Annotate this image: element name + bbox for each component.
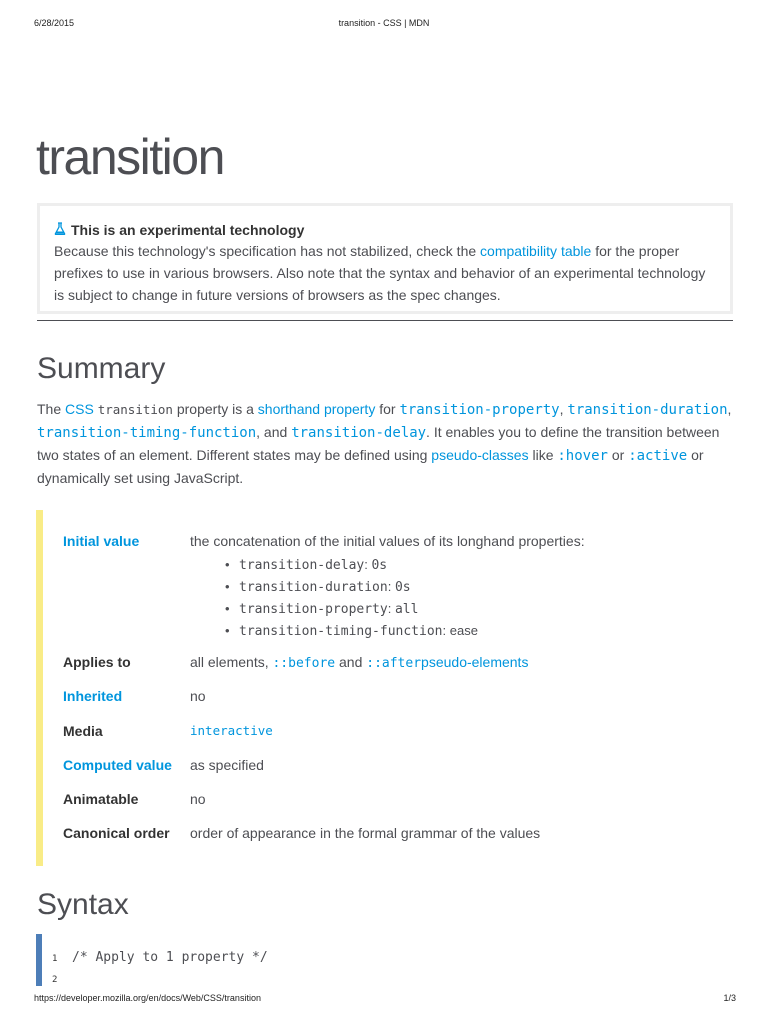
compatibility-table-link[interactable]: compatibility table — [480, 243, 592, 259]
list-item: • transition-delay: 0s — [225, 554, 478, 576]
syntax-heading: Syntax — [37, 888, 129, 921]
list-item: • transition-duration: 0s — [225, 576, 478, 598]
computed-value-label[interactable]: Computed value — [63, 757, 172, 773]
initial-value-label[interactable]: Initial value — [63, 533, 140, 549]
before-link[interactable]: ::before — [272, 656, 336, 671]
computed-value-value: as specified — [190, 757, 264, 773]
active-link[interactable]: :active — [628, 448, 688, 464]
print-page-number: 1/3 — [723, 993, 736, 1003]
initial-value-text: the concatenation of the initial values of its longhand properties: — [190, 533, 585, 549]
css-link[interactable]: CSS — [65, 401, 94, 417]
summary-text: The CSS transition property is a shorthand property for transition-property, transition-duration, transition-timing-function, and transition-delay. It enables you to define the transition between two states of an element. Different states may be defined using pseudo-classes like :hover or :active or dynamically set using JavaScript. — [37, 401, 732, 486]
after-link[interactable]: ::after — [366, 656, 422, 671]
divider — [37, 320, 733, 321]
summary-heading: Summary — [37, 352, 166, 385]
hover-link[interactable]: :hover — [557, 448, 608, 464]
experimental-notice — [37, 203, 733, 314]
canonical-order-label: Canonical order — [63, 825, 170, 841]
flask-icon — [54, 219, 66, 241]
transition-timing-function-link[interactable]: transition-timing-function — [37, 425, 257, 441]
print-url: https://developer.mozilla.org/en/docs/Web/CSS/transition — [34, 993, 261, 1003]
applies-to-label: Applies to — [63, 654, 131, 670]
pseudo-elements-link[interactable]: pseudo-elements — [421, 654, 529, 670]
initial-values-list — [225, 554, 478, 642]
media-label: Media — [63, 723, 103, 739]
print-title: transition - CSS | MDN — [338, 18, 430, 28]
inherited-label[interactable]: Inherited — [63, 688, 123, 704]
notice-body: Because this technology's specification has not stabilized, check the compatibility table for the proper prefixes to use in various browsers. Also note that the syntax and behavior of an experimental technology is subject to change in future versions of browsers as the spec changes. — [54, 243, 706, 303]
transition-duration-link[interactable]: transition-duration — [567, 402, 728, 418]
list-item: • transition-property: all — [225, 598, 478, 620]
shorthand-property-link[interactable]: shorthand property — [257, 401, 376, 417]
transition-delay-link[interactable]: transition-delay — [291, 425, 427, 441]
animatable-value: no — [190, 791, 206, 807]
print-header — [0, 18, 768, 32]
code-transition: transition — [97, 402, 173, 417]
transition-property-link[interactable]: transition-property — [399, 402, 560, 418]
print-date: 6/28/2015 — [34, 18, 75, 28]
code-line-1: 1 /* Apply to 1 property */ — [52, 950, 268, 965]
canonical-order-value: order of appearance in the formal grammar of the values — [190, 825, 541, 841]
animatable-label: Animatable — [63, 791, 139, 807]
media-value-link[interactable]: interactive — [190, 723, 273, 738]
code-line-2: 2 — [52, 975, 58, 985]
pseudo-classes-link[interactable]: pseudo-classes — [431, 447, 529, 463]
inherited-value: no — [190, 688, 206, 704]
list-item: • transition-timing-function: ease — [225, 620, 478, 642]
notice-title: This is an experimental technology — [71, 222, 305, 238]
page-title: transition — [36, 129, 224, 185]
applies-to-value: all elements, ::before and ::afterpseudo-elements — [190, 654, 529, 671]
code-block — [36, 934, 739, 986]
notice-title-row — [54, 220, 716, 240]
